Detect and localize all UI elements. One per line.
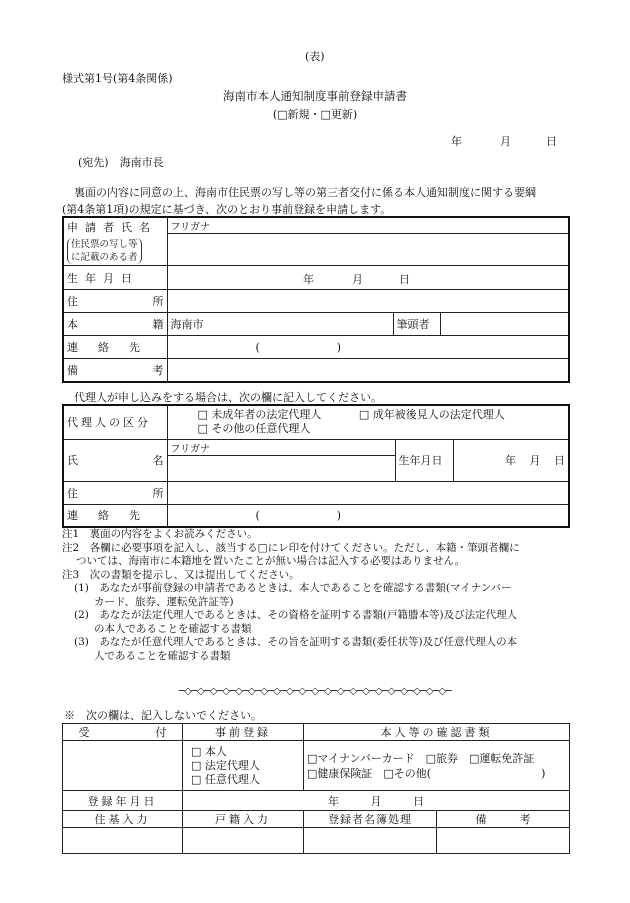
applicant-address-field[interactable] [167, 290, 569, 313]
office-biko-field [437, 828, 570, 854]
office-table [62, 723, 570, 854]
office-reg-date-label: 登録年月日 [63, 791, 183, 811]
note-2b: ついては、海南市に本籍地を置いたことが無い場合は記入する必要はありません。 [76, 555, 466, 567]
agent-opt3-label: その他の任意代理人 [211, 422, 311, 436]
agent-birth-year: 年 [505, 454, 516, 467]
notes [62, 528, 572, 663]
page-subtitle: (□新規・□更新) [272, 108, 358, 121]
applicant-birth-month: 月 [352, 272, 363, 286]
divider: ─◇─◇─◇─◇─◇─◇─◇─◇─◇─◇─◇─◇─◇─◇─◇─◇─◇─◇─◇─◇─◇─ [178, 686, 452, 697]
office-intro: ※ 次の欄は、記入しないでください。 [64, 709, 262, 722]
date-day: 日 [546, 135, 557, 148]
applicant-remarks-label-a: 備 [67, 363, 78, 377]
applicant-address-label-b: 所 [152, 295, 164, 308]
applicant-name-field[interactable] [167, 234, 569, 266]
office-jizen-options [183, 741, 304, 791]
applicant-contact-parens: ( ) [255, 341, 342, 354]
agent-furigana-label: フリガナ [170, 443, 210, 455]
note-3-2b: の本人であることを確認する書類 [94, 622, 252, 635]
intro-line-1: 裏面の内容に同意の上、海南市住民票の写し等の第三者交付に係る本人通知制度に関する要綱 [74, 186, 536, 199]
office-biko-label: 備 考 [437, 811, 570, 828]
agent-opt2-label: 成年被後見人の法定代理人 [372, 408, 505, 422]
intro-line-2: (第4条第1項)の規定に基づき、次のとおり事前登録を申請します。 [62, 203, 392, 216]
applicant-birth-year: 年 [303, 272, 314, 286]
addressee: (宛先) 海南市長 [78, 156, 164, 169]
form-number: 様式第1号(第4条関係) [62, 72, 173, 85]
agent-opt1-label: 未成年者の法定代理人 [211, 408, 322, 422]
applicant-birth-label: 生年月日 [63, 266, 167, 290]
office-chk-volunt-label: 任意代理人 [204, 772, 260, 786]
agent-name-field[interactable] [167, 455, 395, 481]
note-3-3b: 人であることを確認する書類 [94, 649, 231, 662]
note-3-2a: (2) あなたが法定代理人であるときは、その資格を証明する書類(戸籍謄本等)及び法定代理人 [74, 609, 518, 621]
applicant-honseki-label-b: 籍 [152, 318, 164, 331]
applicant-remarks-field[interactable] [167, 359, 569, 382]
applicant-remarks-label-b: 考 [152, 363, 164, 377]
agent-name-label-a: 氏 [67, 454, 78, 467]
applicant-furigana-label: フリガナ [170, 222, 210, 233]
applicant-furigana-field[interactable] [167, 217, 569, 234]
agent-birth-month: 月 [529, 454, 541, 467]
agent-address-label-b: 所 [152, 486, 164, 500]
office-kakunin-label: 本人等の確認書類 [304, 724, 570, 741]
agent-address-field[interactable] [167, 481, 569, 504]
applicant-name-note-1: 住民票の写し等 [71, 239, 138, 250]
applicant-name-label: 申請者氏名 [67, 221, 157, 234]
office-docs-line2: □健康保険証 □その他( ) [307, 766, 546, 780]
note-3-1a: (1) あなたが事前登録の申請者であるときは、本人であることを確認する書類(マイナンバー [74, 582, 512, 594]
date-year: 年 [451, 135, 462, 148]
applicant-hittosha-label: 筆頭者 [393, 313, 440, 336]
applicant-honseki-label-a: 本 [67, 318, 78, 331]
agent-opt1-checkbox[interactable]: □ [197, 408, 208, 422]
office-reg-day: 日 [413, 794, 424, 808]
office-docs-line1: □マイナンバーカード □旅券 □運転免許証 [307, 751, 535, 765]
applicant-contact-label: 連絡先 [63, 336, 167, 359]
page-title: 海南市本人通知制度事前登録申請書 [223, 89, 407, 103]
agent-type-label: 代理人の区分 [63, 405, 167, 439]
agent-name-label-b: 名 [152, 454, 164, 467]
agent-intro: 代理人が申し込みをする場合は、次の欄に記入してください。 [74, 391, 382, 404]
date-month: 月 [500, 135, 511, 148]
applicant-birth-day: 日 [399, 272, 410, 286]
applicant-hittosha-field[interactable] [440, 313, 569, 336]
agent-opt3-checkbox[interactable]: □ [197, 422, 208, 436]
agent-birth-field[interactable] [453, 439, 569, 481]
agent-address-label-a: 住 [67, 486, 78, 500]
office-meibo-label: 登録者名簿処理 [304, 811, 437, 828]
agent-furigana-field[interactable] [167, 439, 395, 455]
office-uketsuke-field [63, 741, 183, 791]
agent-birth-day: 日 [554, 454, 565, 467]
applicant-table [62, 216, 570, 383]
note-3-1b: カード、旅券、運転免許証等) [94, 595, 234, 608]
office-docs [304, 741, 570, 791]
note-3: 注3 次の書類を提示し、又は提出してください。 [62, 568, 300, 581]
office-reg-year: 年 [328, 794, 339, 808]
office-juki-field [63, 828, 183, 854]
applicant-contact-field[interactable] [167, 336, 569, 359]
applicant-address-label-a: 住 [67, 295, 78, 308]
agent-contact-label: 連絡先 [63, 504, 167, 527]
office-reg-date-field [183, 791, 570, 811]
side-label: (表) [305, 50, 325, 63]
office-chk-self-label: 本人 [204, 744, 227, 758]
agent-opt2-checkbox[interactable]: □ [358, 408, 370, 422]
note-1: 注1 裏面の内容をよくお読みください。 [62, 528, 258, 540]
applicant-honseki-value: 海南市 [170, 318, 204, 331]
office-chk-volunt: □ [191, 772, 202, 786]
office-uketsuke-label: 受 付 [63, 724, 183, 741]
office-chk-legal: □ [191, 758, 202, 772]
agent-birth-label: 生年月日 [395, 439, 453, 481]
office-jizen-label: 事前登録 [183, 724, 304, 741]
office-meibo-field [304, 828, 437, 854]
office-chk-legal-label: 法定代理人 [204, 758, 260, 772]
office-chk-self: □ [191, 744, 202, 758]
applicant-birth-field[interactable] [167, 266, 569, 290]
agent-contact-parens: ( ) [255, 509, 342, 523]
office-juki-label: 住基入力 [63, 811, 183, 828]
note-2a: 注2 各欄に必要事項を記入し、該当する□にレ印を付けてください。ただし、本籍・筆頭者欄に [62, 541, 520, 554]
office-reg-month: 月 [370, 794, 382, 808]
agent-contact-field[interactable] [167, 504, 569, 527]
agent-table [62, 404, 570, 528]
applicant-name-label-cell [63, 217, 167, 266]
note-3-3a: (3) あなたが任意代理人であるときは、その旨を証明する書類(委任状等)及び任意代理人の本 [74, 636, 518, 648]
office-koseki-label: 戸籍入力 [183, 811, 304, 828]
office-koseki-field [183, 828, 304, 854]
applicant-name-note-2: に記載のある者 [71, 252, 138, 263]
applicant-honseki-field[interactable] [167, 313, 393, 336]
agent-type-options [167, 405, 569, 439]
